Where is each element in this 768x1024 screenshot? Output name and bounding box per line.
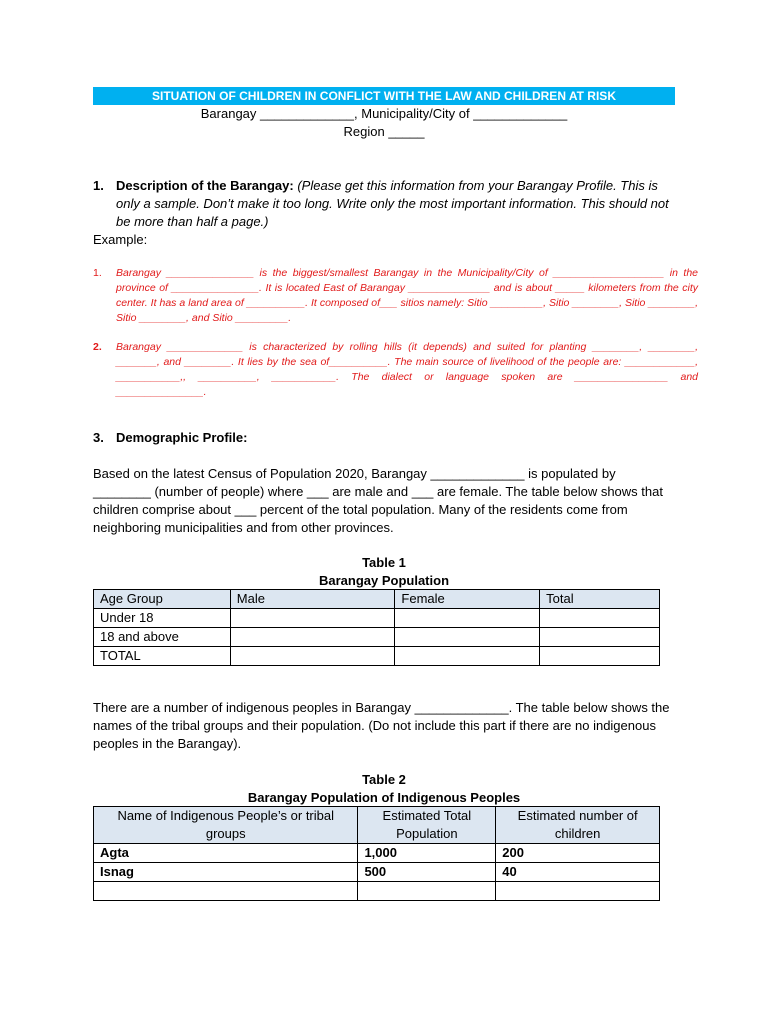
section-1-number: 1. — [93, 178, 104, 193]
table-row — [94, 647, 660, 666]
example-item-2-text: Barangay _____________ is characterized by rolling hills (it depends) and suited for planting ________, ________, _______, and ________. It lies by the sea of__________. The main source of livelihood of the people are: ____________, ___________,, __________, ___________. The dialect or language spoken are ________________ and _______________. — [116, 341, 698, 398]
table-2-title: Barangay Population of Indigenous Peoples — [247, 790, 521, 805]
table-cell: Isnag — [94, 863, 358, 882]
column-header: Estimated number of children — [496, 807, 660, 844]
table-cell: 1,000 — [358, 844, 496, 863]
table-row — [94, 863, 660, 882]
table-cell — [230, 647, 395, 666]
table-cell: 500 — [358, 863, 496, 882]
table-header-row — [94, 590, 660, 609]
table-row — [94, 844, 660, 863]
table-cell — [540, 628, 660, 647]
table-cell: Agta — [94, 844, 358, 863]
document-title: SITUATION OF CHILDREN IN CONFLICT WITH THE LAW AND CHILDREN AT RISK — [93, 87, 675, 105]
table-2-caption: Table 2 — [362, 772, 406, 787]
table-cell — [395, 609, 540, 628]
section-3-number: 3. — [93, 430, 104, 445]
indigenous-peoples-table — [93, 806, 660, 901]
example-item-2 — [93, 340, 698, 400]
table-row — [94, 609, 660, 628]
column-header: Name of Indigenous People’s or tribal groups — [94, 807, 358, 844]
barangay-population-table — [93, 589, 660, 666]
table-cell: TOTAL — [94, 647, 231, 666]
table-cell — [395, 647, 540, 666]
region-line: Region _____ — [343, 124, 425, 139]
column-header: Female — [395, 590, 540, 609]
section-3-heading-row — [93, 429, 675, 447]
example-item-1-text: Barangay _______________ is the biggest/smallest Barangay in the Municipality/City of ___________________ in the province of _______________. It is located East of Barangay ______________ and is about _____ kilometers from the city center. It has a land area of __________. It composed of___ sitios namely: Sitio _________, Sitio ________, Sitio ________, Sitio ________, and Sitio _________. — [116, 267, 698, 324]
example-label: Example: — [93, 232, 148, 247]
example-item-1-number: 1. — [93, 267, 102, 279]
table-cell — [358, 882, 496, 901]
example-item-1 — [93, 266, 698, 326]
table-cell — [230, 609, 395, 628]
column-header: Age Group — [94, 590, 231, 609]
table-cell — [395, 628, 540, 647]
example-item-2-number: 2. — [93, 341, 102, 353]
barangay-line: Barangay _____________, Municipality/City of _____________ — [200, 106, 568, 121]
table-row — [94, 628, 660, 647]
table-cell — [94, 882, 358, 901]
table-cell: Under 18 — [94, 609, 231, 628]
column-header: Male — [230, 590, 395, 609]
column-header: Total — [540, 590, 660, 609]
table-header-row — [94, 807, 660, 844]
table-cell — [496, 882, 660, 901]
section-1-heading: Description of the Barangay: — [116, 178, 294, 193]
table-1-title: Barangay Population — [318, 573, 450, 588]
section-1-description — [93, 177, 675, 231]
table-cell: 200 — [496, 844, 660, 863]
column-header: Estimated Total Population — [358, 807, 496, 844]
section-3-heading: Demographic Profile: — [116, 430, 248, 445]
section-1-instruction: (Please get this information from your Barangay Profile. This is only a sample. Don’t make it too long. Write only the most important information. This should not be more than half a page.) — [116, 178, 669, 229]
table-row — [94, 882, 660, 901]
demographic-paragraph: Based on the latest Census of Population 2020, Barangay _____________ is populated by ________ (number of people) where ___ are male and ___ are female. The table below shows that children comprise about ___ percent of the total population. Many of the residents come from neighboring municipalities and from other provinces. — [93, 466, 663, 535]
indigenous-paragraph: There are a number of indigenous peoples in Barangay _____________. The table below shows the names of the tribal groups and their population. (Do not include this part if there are no indigenous peoples in the Barangay). — [93, 700, 670, 751]
table-1-caption: Table 1 — [362, 555, 406, 570]
table-cell: 40 — [496, 863, 660, 882]
table-cell — [230, 628, 395, 647]
table-cell — [540, 647, 660, 666]
table-cell: 18 and above — [94, 628, 231, 647]
table-cell — [540, 609, 660, 628]
